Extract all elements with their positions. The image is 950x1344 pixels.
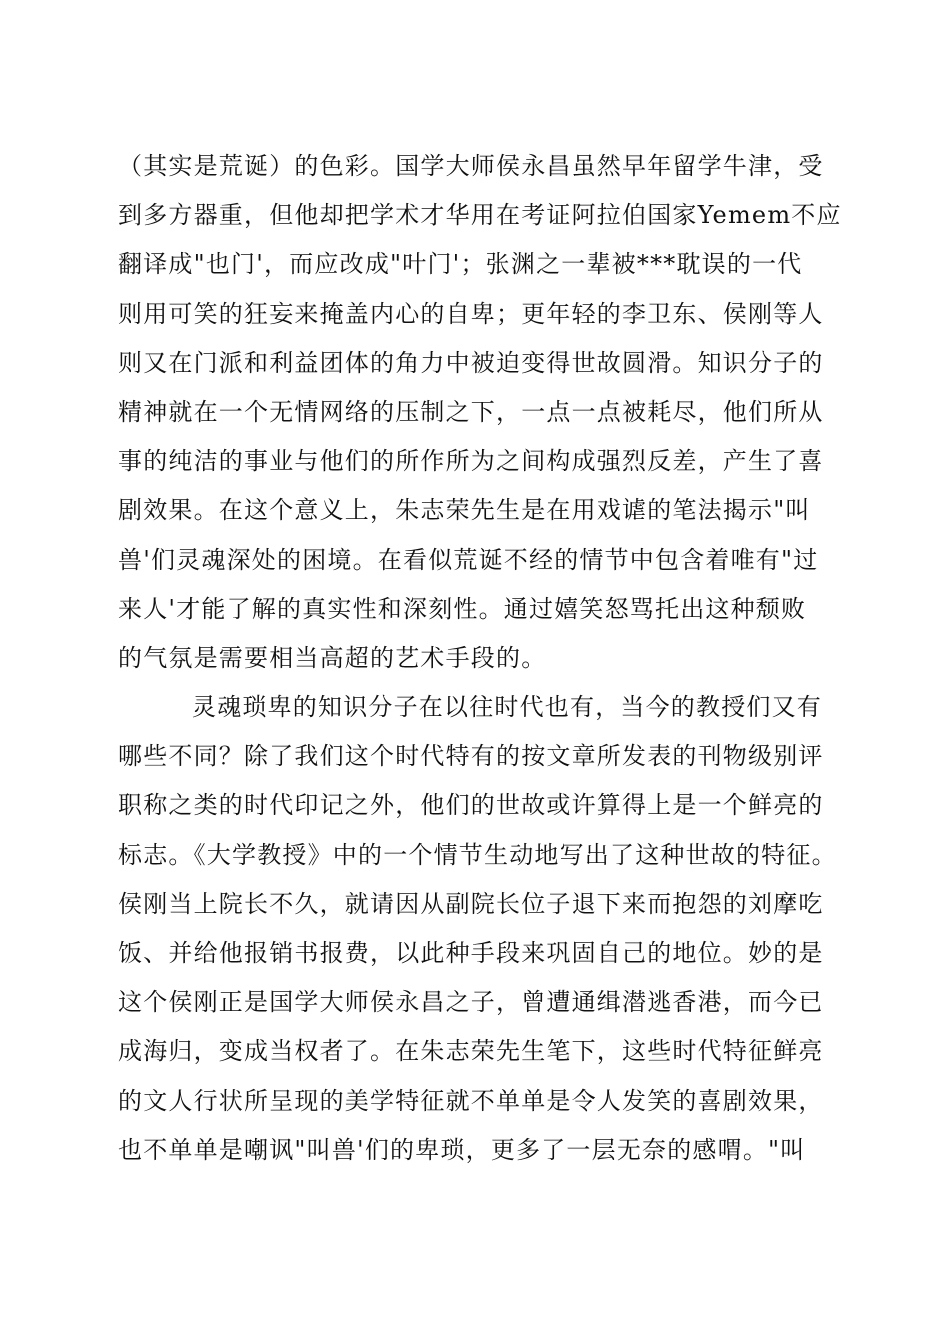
text-line: 侯刚当上院长不久，就请因从副院长位子退下来而抱怨的刘摩吃: [118, 889, 824, 918]
document-body: [118, 142, 858, 1175]
text-line: 也不单单是嘲讽"叫兽'们的卑琐，更多了一层无奈的感喟。"叫: [118, 1135, 806, 1164]
text-line: 这个侯刚正是国学大师侯永昌之子，曾遭通缉潜逃香港，而今已: [118, 988, 824, 1017]
text-line: 兽'们灵魂深处的困境。在看似荒诞不经的情节中包含着唯有"过: [118, 545, 819, 574]
text-line: 则又在门派和利益团体的角力中被迫变得世故圆滑。知识分子的: [118, 348, 824, 377]
text-line: 成海归，变成当权者了。在朱志荣先生笔下，这些时代特征鲜亮: [118, 1037, 824, 1066]
paragraph-2: [118, 683, 858, 1175]
text-line: 标志。《大学教授》中的一个情节生动地写出了这种世故的特征。: [118, 840, 837, 869]
text-line: 翻译成"也门'，而应改成"叶门'；张渊之一辈被***耽误的一代: [118, 250, 803, 279]
text-line: 哪些不同？除了我们这个时代特有的按文章所发表的刊物级别评: [118, 742, 824, 771]
text-line: 的文人行状所呈现的美学特征就不单单是令人发笑的喜剧效果，: [118, 1086, 824, 1115]
text-line: 剧效果。在这个意义上，朱志荣先生是在用戏谑的笔法揭示"叫: [118, 496, 811, 525]
paragraph-1: [118, 142, 858, 683]
text-line: 职称之类的时代印记之外，他们的世故或许算得上是一个鲜亮的: [118, 791, 824, 820]
text-line: 来人'才能了解的真实性和深刻性。通过嬉笑怒骂托出这种颓败: [118, 594, 807, 623]
text-line: 的气氛是需要相当高超的艺术手段的。: [118, 643, 547, 672]
text-line: 则用可笑的狂妄来掩盖内心的自卑；更年轻的李卫东、侯刚等人: [118, 299, 824, 328]
text-line: （其实是荒诞）的色彩。国学大师侯永昌虽然早年留学牛津，受: [118, 152, 824, 180]
text-line: 精神就在一个无情网络的压制之下，一点一点被耗尽，他们所从: [118, 397, 824, 426]
text-line: 饭、并给他报销书报费，以此种手段来巩固自己的地位。妙的是: [118, 939, 824, 967]
text-line: 事的纯洁的事业与他们的所作所为之间构成强烈反差，产生了喜: [118, 447, 824, 476]
text-line: 灵魂琐卑的知识分子在以往时代也有，当今的教授们又有: [192, 693, 822, 722]
text-line: 到多方器重，但他却把学术才华用在考证阿拉伯国家Yemem不应: [118, 201, 842, 230]
